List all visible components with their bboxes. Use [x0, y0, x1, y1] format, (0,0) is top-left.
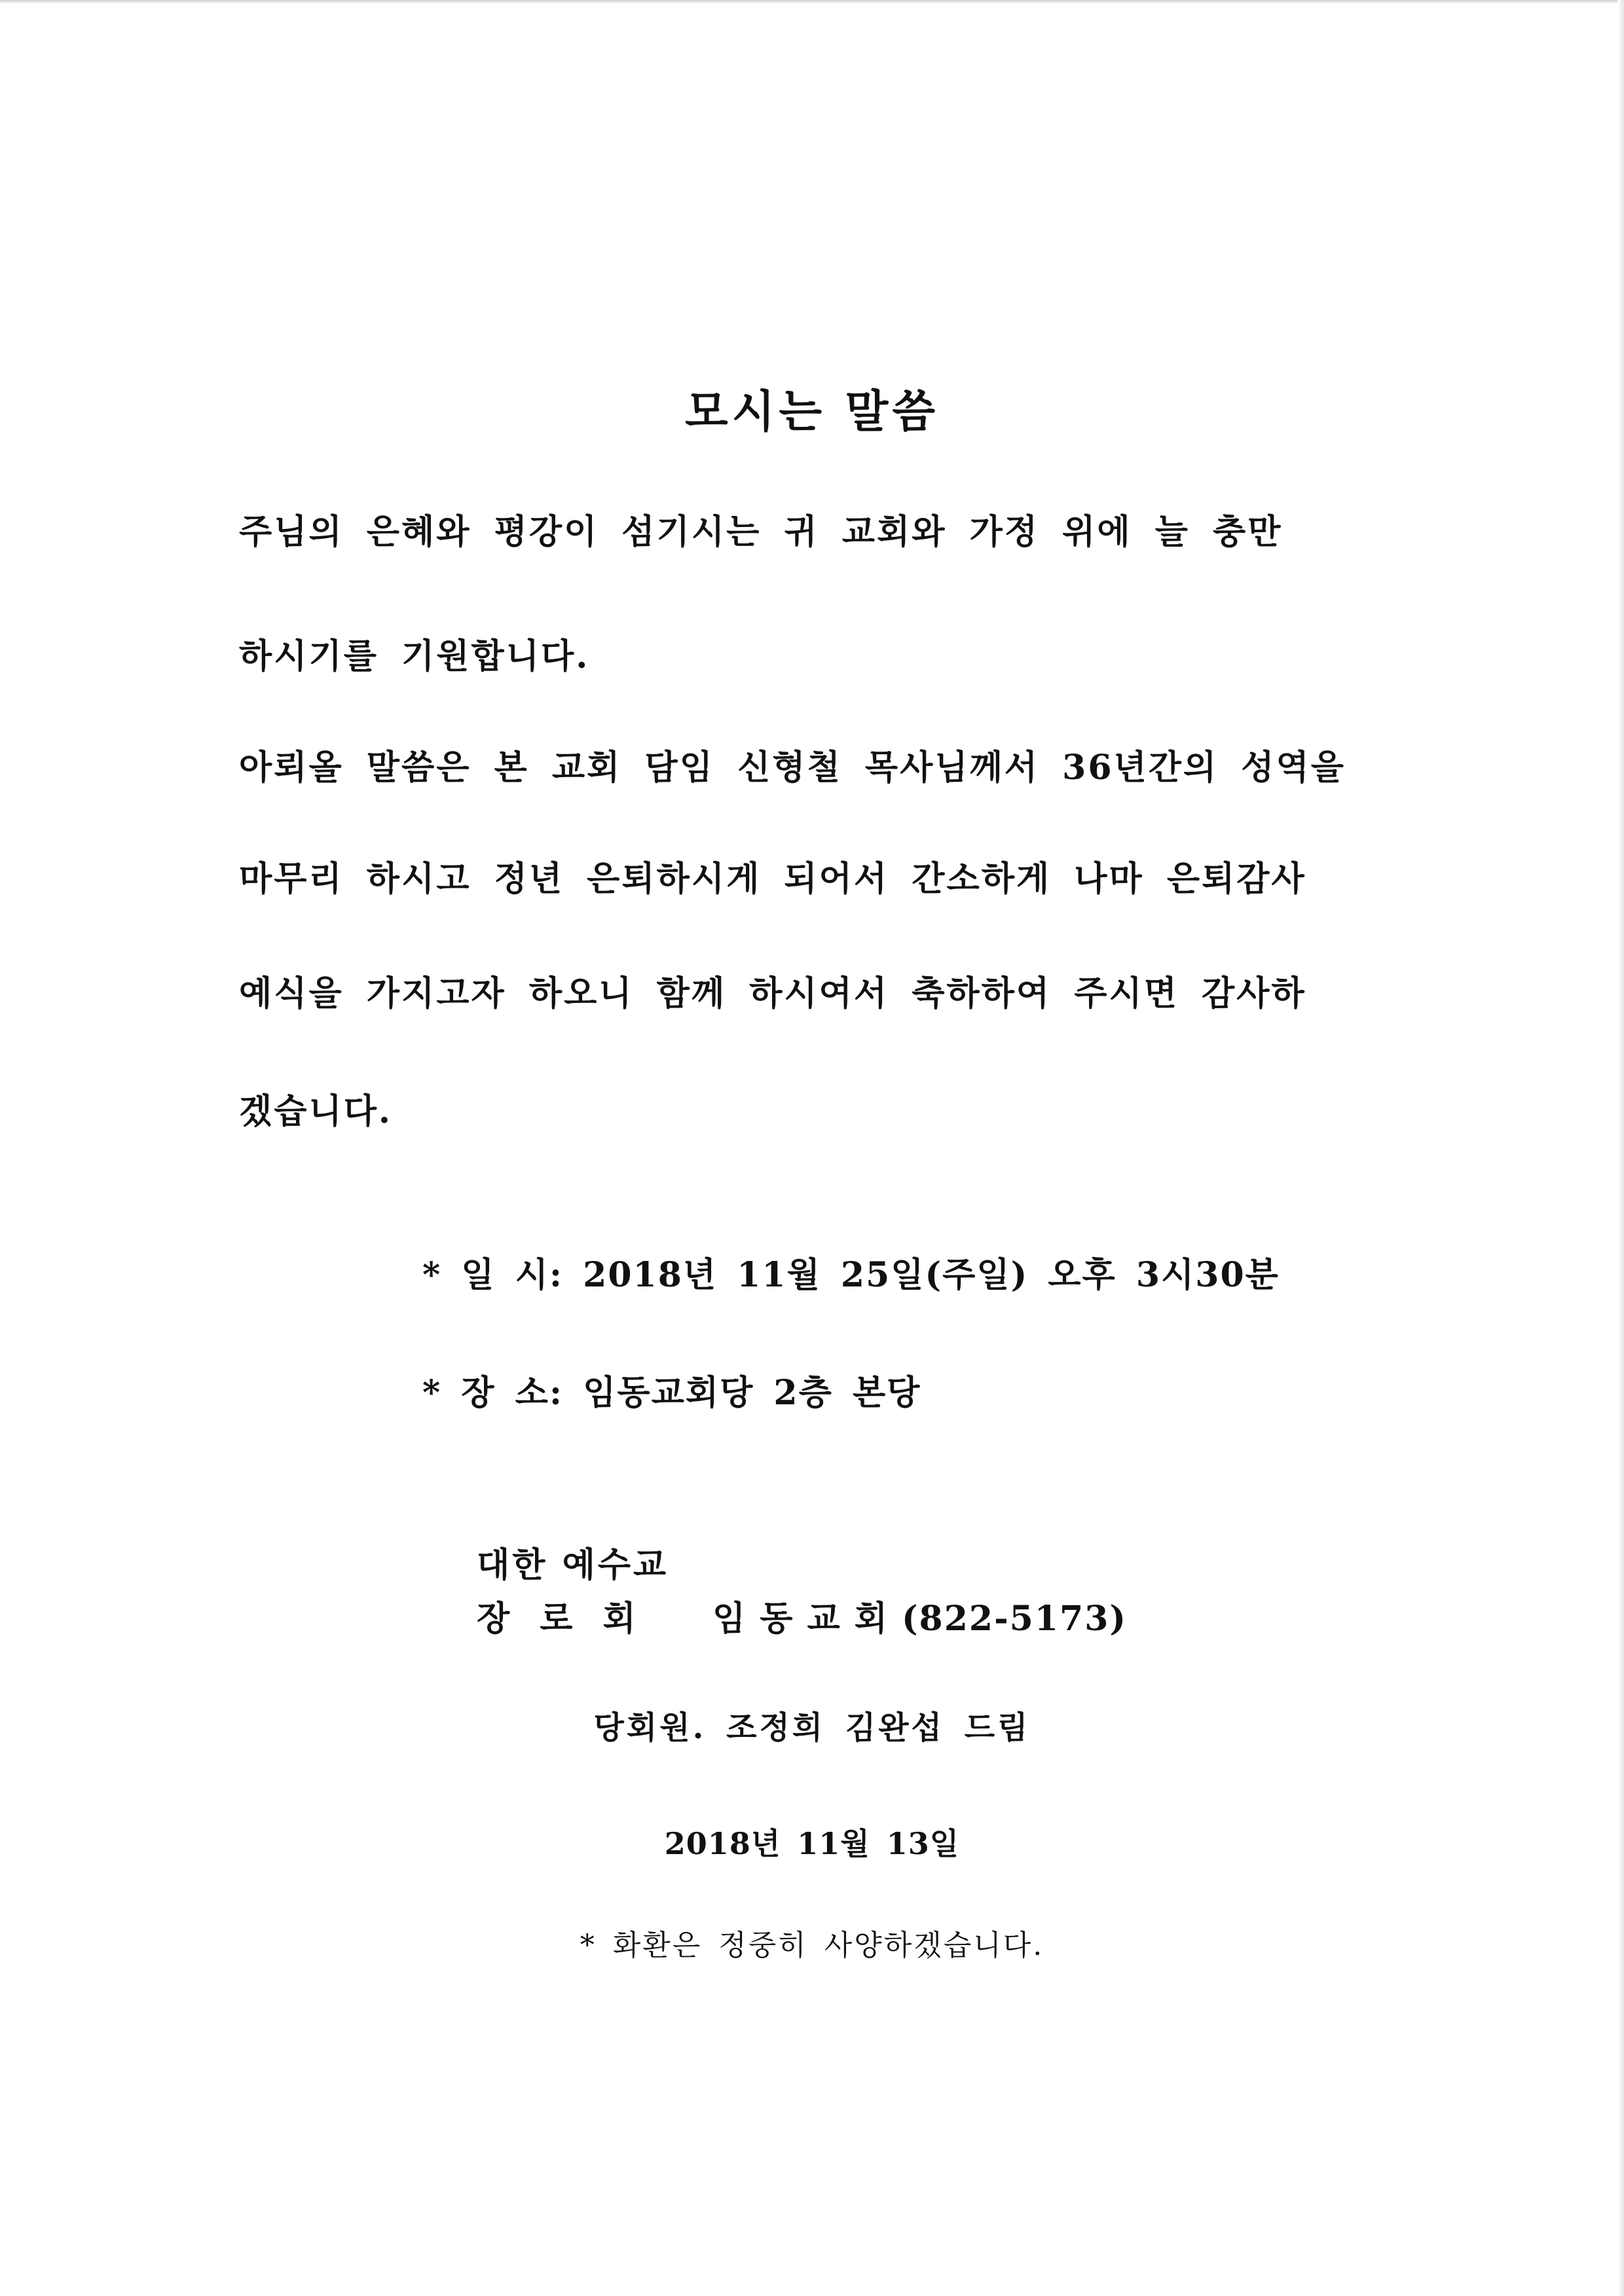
event-datetime: * 일 시: 2018년 11월 25일(주일) 오후 3시30분	[422, 1255, 1280, 1295]
sender-organization: 대한 예수교	[477, 1545, 669, 1585]
sender-line	[477, 1591, 1127, 1640]
page-title: 모시는 말씀	[684, 386, 940, 438]
body-line-4: 마무리 하시고 정년 은퇴하시게 되어서 간소하게 나마 은퇴감사	[239, 859, 1306, 899]
body-line-5: 예식을 가지고자 하오니 함께 하시여서 축하하여 주시면 감사하	[239, 974, 1306, 1013]
sender-denomination: 장로회	[477, 1599, 666, 1639]
body-line-6: 겠습니다.	[239, 1091, 393, 1131]
signers-line: 당회원. 조정희 김완섭 드림	[593, 1709, 1031, 1746]
body-line-3: 아뢰올 말씀은 본 교회 담임 신형철 목사님께서 36년간의 성역을	[239, 748, 1346, 788]
sender-church: 임동교회	[712, 1599, 902, 1639]
scan-top-edge	[0, 0, 1624, 4]
sender-phone: (822-5173)	[901, 1599, 1127, 1639]
body-line-2: 하시기를 기원합니다.	[239, 636, 590, 676]
issue-date: 2018년 11월 13일	[664, 1826, 960, 1861]
wreath-note: * 화환은 정중히 사양하겠습니다.	[580, 1929, 1044, 1962]
body-line-1: 주님의 은혜와 평강이 섬기시는 귀 교회와 가정 위에 늘 충만	[239, 512, 1283, 552]
event-place: * 장 소: 임동교회당 2층 본당	[422, 1373, 921, 1413]
